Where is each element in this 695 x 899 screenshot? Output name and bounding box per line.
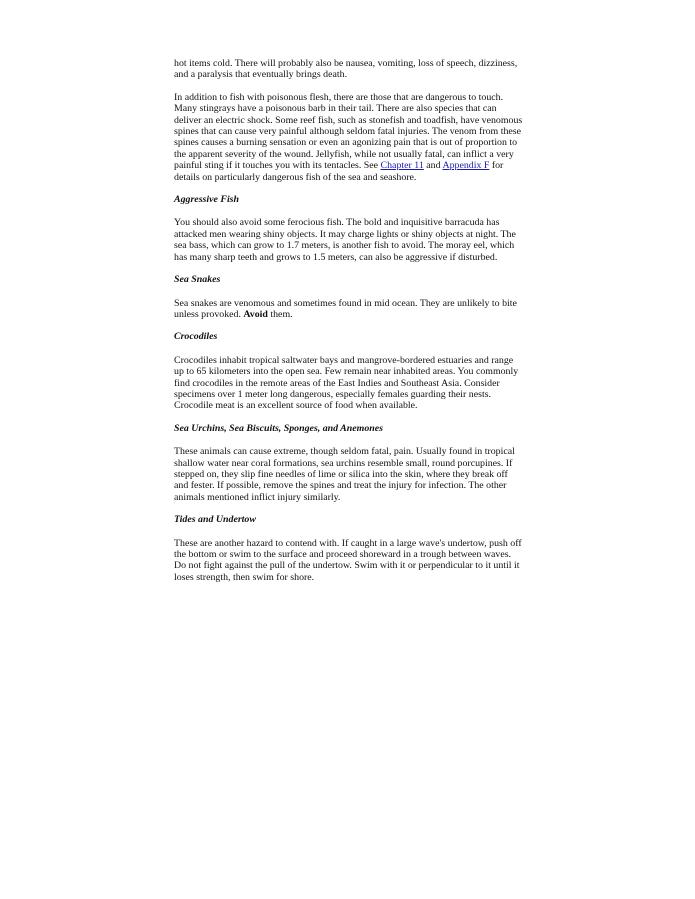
paragraph-sea-urchins: These animals can cause extreme, though seldom fatal, pain. Usually found in tropical shallow water near coral formations, sea urchins resemble small, round porcupines. If stepped on, they slip fine needles of lime or silica into the skin, where they break off and fester. If possible, remove the spines and treat the injury for infection. The other animals mentioned inflict injury similarly. bbox=[174, 446, 515, 503]
document-body bbox=[174, 58, 524, 594]
emphasis-avoid: Avoid bbox=[243, 308, 268, 320]
heading-tides-undertow: Tides and Undertow bbox=[174, 514, 256, 526]
paragraph-text: for details on particularly dangerous fish of the sea and seashore. bbox=[174, 160, 504, 183]
conjunction-text: and bbox=[423, 160, 443, 172]
appendix-f-link[interactable]: Appendix F bbox=[442, 160, 490, 172]
paragraph-tides-undertow: These are another hazard to contend with. If caught in a large wave's undertow, push off the bottom or swim to the surface and proceed shoreward in a trough between waves. Do not fight against the pull of the undertow. Swim with it or perpendicular to it until it loses strength, then swim for shore. bbox=[174, 537, 522, 583]
paragraph-dangerous-to-touch bbox=[174, 92, 524, 183]
paragraph-poison-symptoms: hot items cold. There will probably also be nausea, vomiting, loss of speech, dizziness, and a paralysis that eventually brings death. bbox=[174, 58, 518, 81]
heading-sea-urchins: Sea Urchins, Sea Biscuits, Sponges, and Anemones bbox=[174, 422, 383, 434]
heading-crocodiles: Crocodiles bbox=[174, 331, 218, 343]
paragraph-sea-snakes bbox=[174, 298, 524, 321]
paragraph-text: In addition to fish with poisonous flesh, there are those that are dangerous to touch. Many stingrays have a poisonous barb in their tail. There are also species that can deliver an electric shock. Some reef fish, such as stonefish and toadfish, have venomous spines that can cause very painful although seldom fatal injuries. The venom from these spines causes a burning sensation or even an agonizing pain that is out of proportion to the apparent severity of the wound. Jellyfish, while not usually fatal, can inflict a very painful sting if it touches you with its tentacles. See bbox=[174, 91, 523, 172]
heading-aggressive-fish: Aggressive Fish bbox=[174, 194, 240, 206]
paragraph-aggressive-fish: You should also avoid some ferocious fish. The bold and inquisitive barracuda has attacked men wearing shiny objects. It may charge lights or shiny objects at night. The sea bass, which can grow to 1.7 meters, is another fish to avoid. The moray eel, which has many sharp teeth and grows to 1.5 meters, can also be aggressive if disturbed. bbox=[174, 217, 516, 263]
paragraph-text: Sea snakes are venomous and sometimes found in mid ocean. They are unlikely to bite unless provoked. bbox=[174, 297, 517, 320]
heading-sea-snakes: Sea Snakes bbox=[174, 274, 221, 286]
paragraph-crocodiles: Crocodiles inhabit tropical saltwater bays and mangrove-bordered estuaries and range up to 65 kilometers into the open sea. Few remain near inhabited areas. You commonly find crocodiles in the remote areas of the East Indies and Southeast Asia. Consider specimens over 1 meter long dangerous, especially females guarding their nests. Crocodile meat is an excellent source of food when available. bbox=[174, 354, 519, 412]
paragraph-text: them. bbox=[267, 308, 293, 320]
chapter-11-link[interactable]: Chapter 11 bbox=[380, 160, 424, 172]
